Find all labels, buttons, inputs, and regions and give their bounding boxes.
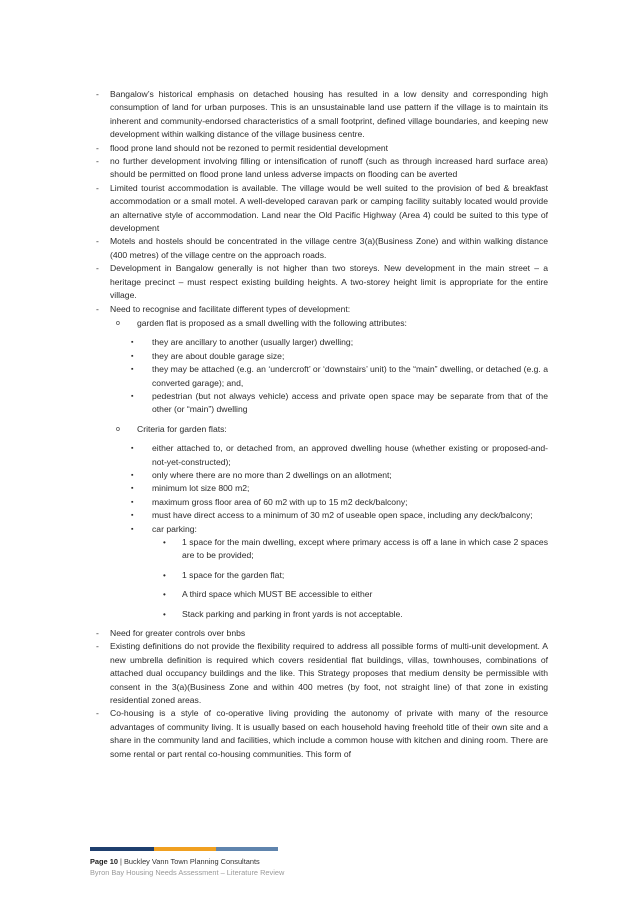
square-bullet-item [94, 509, 548, 522]
bullet-item [94, 155, 548, 182]
bullet-text: no further development involving filling or intensification of runoff (such as through increased hard surface area) should be permitted on flood prone land unless adverse impacts on flooding can be averted [110, 156, 548, 180]
bullet-text: only where there are no more than 2 dwellings on an allotment; [152, 469, 392, 480]
dash-marker: - [96, 89, 99, 99]
bullet-text: Development in Bangalow generally is not higher than two storeys. New development in the main street – a heritage precinct – must respect existing building heights. A two-storey height limit is appropriate for the entire village. [110, 263, 548, 301]
square-marker: ▪ [131, 525, 134, 533]
bullet-item [94, 262, 548, 302]
sub-bullet-item [94, 317, 548, 330]
dot-bullet-item [94, 608, 548, 621]
bullet-item [94, 707, 548, 761]
bullet-text: flood prone land should not be rezoned to permit residential development [110, 142, 389, 153]
footer-page-line [90, 857, 260, 866]
square-marker: ▪ [131, 471, 134, 479]
dash-marker: - [96, 156, 99, 167]
square-marker: ▪ [131, 339, 134, 347]
bullet-text: they are ancillary to another (usually larger) dwelling; [152, 337, 354, 348]
bullet-text: 1 space for the main dwelling, except where primary access is off a lane in which case 2 spaces are to be provided; [182, 537, 548, 561]
square-bullet-item [94, 336, 548, 349]
dash-marker: - [96, 303, 99, 314]
dot-bullet-item [94, 569, 548, 582]
bullet-text: must have direct access to a minimum of 30 m2 of useable open space, including any deck/balcony; [152, 510, 533, 521]
dash-marker: - [96, 263, 99, 274]
square-marker: ▪ [131, 366, 134, 374]
square-marker: ▪ [131, 445, 134, 453]
dash-marker: - [96, 708, 99, 719]
dash-marker: - [96, 182, 99, 193]
bullet-text: Need to recognise and facilitate different types of development: [110, 303, 351, 314]
bullet-text: they are about double garage size; [152, 350, 285, 361]
bullet-text: Co-housing is a style of co-operative living providing the autonomy of private with many of the resource advantages of community living. It is usually based on each household having freehold title of their own site and a share in the community land and facilities, which include a common house with kitchen and dining room. There are some rental or part rental co-housing communities. This form of [110, 708, 548, 759]
square-marker: ▪ [131, 512, 134, 520]
bullet-item [94, 182, 548, 236]
dot-marker: • [163, 590, 166, 600]
footer-color-bar [90, 847, 278, 851]
footer-report-title: Byron Bay Housing Needs Assessment – Literature Review [90, 868, 285, 877]
square-bullet-item [94, 482, 548, 495]
dot-marker: • [163, 609, 166, 619]
bullet-text: Need for greater controls over bnbs [110, 628, 246, 639]
dash-marker: - [96, 236, 99, 247]
bullet-text: they may be attached (e.g. an ‘undercroft’ or ‘downstairs’ unit) to the “main” dwelling, or detached (e.g. a converted garage); and, [152, 364, 548, 388]
bullet-item [94, 627, 548, 640]
square-marker: ▪ [131, 392, 134, 400]
square-bullet-item [94, 469, 548, 482]
bullet-text: either attached to, or detached from, an approved dwelling house (whether existing or proposed-and-not-yet-constructed); [152, 443, 548, 467]
bullet-text: A third space which MUST BE accessible to either [182, 589, 373, 600]
document-body [94, 88, 548, 761]
footer-bar-segment-navy [90, 847, 154, 851]
bullet-item [94, 640, 548, 707]
bullet-item [94, 235, 548, 262]
dot-marker: • [163, 538, 166, 547]
bullet-text: 1 space for the garden flat; [182, 569, 285, 580]
page-number: Page 10 [90, 857, 118, 866]
footer-company: Buckley Vann Town Planning Consultants [124, 857, 260, 866]
square-marker: ▪ [131, 352, 134, 360]
bullet-text: Bangalow’s historical emphasis on detached housing has resulted in a low density and corresponding high consumption of land for urban purposes. This is an unsustainable land use pattern if the village is to maintain its inherent and community-endorsed characteristics of a small footprint, defined village boundaries, and keeping new development within walking distance of the village business centre. [110, 89, 548, 140]
dot-bullet-item [94, 588, 548, 601]
bullet-text: Motels and hostels should be concentrated in the village centre 3(a)(Business Zone) and within walking distance (400 metres) of the village centre on the approach roads. [110, 236, 548, 260]
footer-separator: | [120, 857, 122, 866]
dash-marker: - [96, 641, 99, 652]
circle-marker: o [116, 425, 120, 433]
bullet-text: Existing definitions do not provide the flexibility required to address all possible forms of multi-unit development. A new umbrella definition is required which covers residential flat buildings, villas, townhouses, combinations of attached dual occupancy buildings and the like. This Strategy proposes that medium density be permissible with consent in the 3(a)(Business Zone and within 400 metres (by foot, not straight line) of that zone in existing residential zoned areas. [110, 641, 548, 706]
dash-marker: - [96, 142, 99, 153]
square-marker: ▪ [131, 485, 134, 493]
bullet-item [94, 88, 548, 142]
bullet-text: car parking: [152, 523, 197, 534]
bullet-text: garden flat is proposed as a small dwelling with the following attributes: [137, 317, 407, 328]
square-bullet-item [94, 523, 548, 536]
sub-bullet-item [94, 423, 548, 436]
circle-marker: o [116, 319, 120, 327]
dash-marker: - [96, 628, 99, 639]
dot-marker: • [163, 570, 166, 580]
footer-bar-segment-blue [216, 847, 278, 851]
bullet-text: maximum gross floor area of 60 m2 with up to 15 m2 deck/balcony; [152, 496, 408, 507]
footer-bar-segment-orange [154, 847, 216, 851]
bullet-item [94, 303, 548, 316]
square-marker: ▪ [131, 498, 134, 506]
bullet-text: Criteria for garden flats: [137, 423, 227, 434]
bullet-text: Stack parking and parking in front yards is not acceptable. [182, 608, 403, 619]
bullet-text: Limited tourist accommodation is available. The village would be well suited to the provision of bed & breakfast accommodation or a small motel. A well-developed caravan park or camping facility suitably located would provide an alternative style of accommodation. Land near the Old Pacific Highway (Area 4) could be suited to this type of development [110, 182, 548, 234]
square-bullet-item [94, 390, 548, 417]
dot-bullet-item [94, 536, 548, 563]
square-bullet-item [94, 350, 548, 363]
square-bullet-item [94, 496, 548, 509]
bullet-text: minimum lot size 800 m2; [152, 483, 250, 494]
bullet-text: pedestrian (but not always vehicle) access and private open space may be separate from that of the other (or “main”) dwelling [152, 390, 548, 415]
square-bullet-item [94, 442, 548, 469]
bullet-item [94, 142, 548, 155]
square-bullet-item [94, 363, 548, 390]
